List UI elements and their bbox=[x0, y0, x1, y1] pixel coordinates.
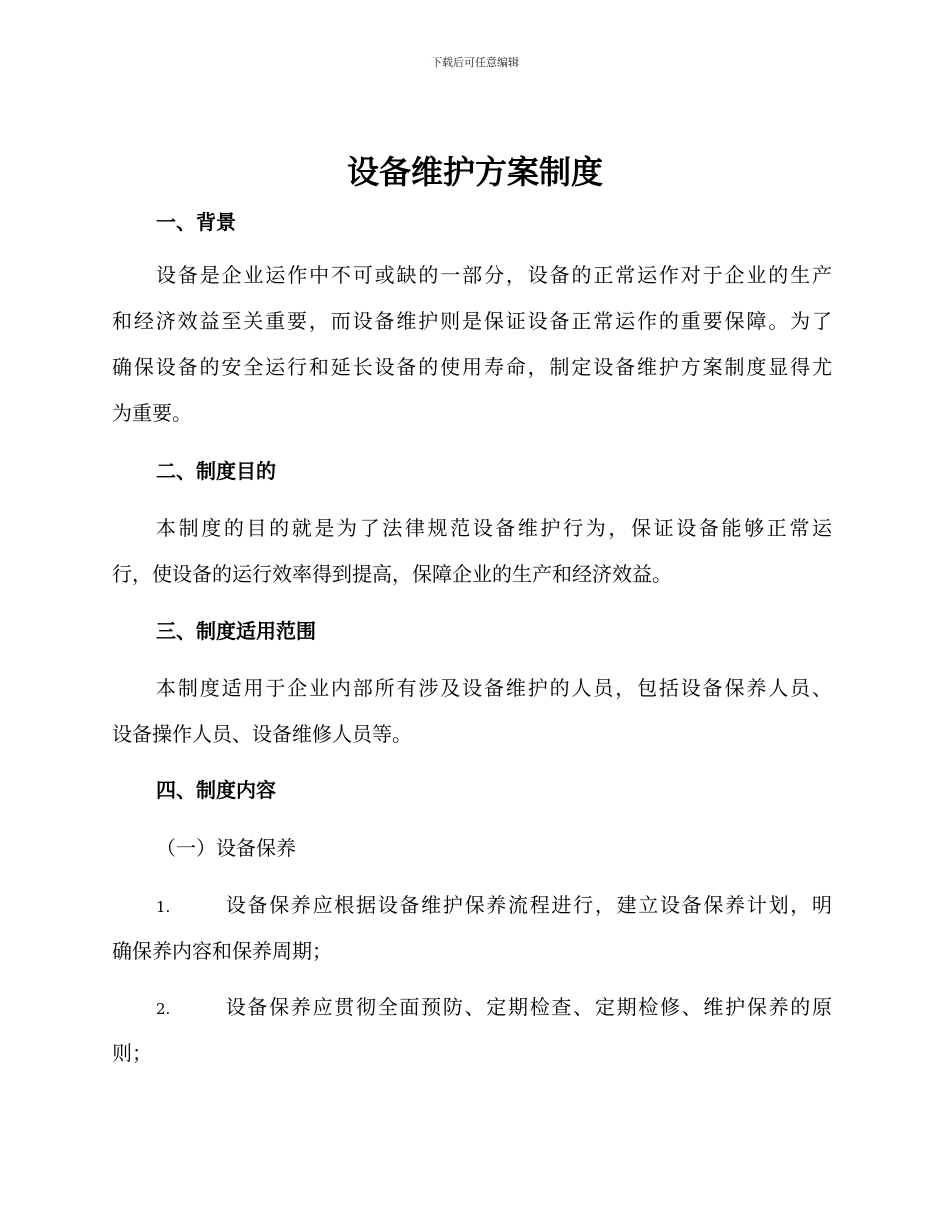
list-item-line bbox=[112, 984, 832, 1030]
paragraph-line: 和经济效益至关重要，而设备维护则是保证设备正常运作的重要保障。为了 bbox=[112, 309, 832, 333]
list-item-number: 2. bbox=[156, 1000, 171, 1018]
paragraph-line: 行，使设备的运行效率得到提高，保障企业的生产和经济效益。 bbox=[112, 562, 672, 586]
section-heading-purpose: 二、制度目的 bbox=[156, 459, 276, 483]
list-item-1 bbox=[112, 882, 832, 974]
list-item-text: 设备保养应贯彻全面预防、定期检查、定期检修、维护保养的原 bbox=[224, 995, 832, 1019]
section-body-scope bbox=[112, 665, 832, 757]
section-body-purpose bbox=[112, 505, 832, 597]
paragraph-line: 本制度的目的就是为了法律规范设备维护行为，保证设备能够正常运 bbox=[156, 516, 832, 540]
list-item-line bbox=[112, 882, 832, 928]
paragraph-line: 为重要。 bbox=[112, 401, 192, 425]
section-heading-content: 四、制度内容 bbox=[156, 778, 276, 802]
page-header-note: 下载后可任意编辑 bbox=[431, 56, 519, 69]
paragraph-line: 确保设备的安全运行和延长设备的使用寿命，制定设备维护方案制度显得尤 bbox=[112, 355, 832, 379]
paragraph-line: 设备是企业运作中不可或缺的一部分，设备的正常运作对于企业的生产 bbox=[156, 263, 832, 287]
section-heading-scope: 三、制度适用范围 bbox=[156, 619, 316, 643]
list-item-number: 1. bbox=[156, 898, 171, 916]
list-item-line: 确保养内容和保养周期； bbox=[112, 939, 332, 963]
paragraph-line: 本制度适用于企业内部所有涉及设备维护的人员，包括设备保养人员、 bbox=[156, 676, 832, 700]
list-item-text: 设备保养应根据设备维护保养流程进行，建立设备保养计划，明 bbox=[224, 893, 832, 917]
document-title: 设备维护方案制度 bbox=[346, 153, 603, 191]
section-body-background bbox=[112, 252, 832, 436]
section-heading-background: 一、背景 bbox=[156, 210, 236, 234]
subsection-heading-maintenance: （一）设备保养 bbox=[156, 836, 296, 860]
list-item-2 bbox=[112, 984, 832, 1076]
paragraph-line: 设备操作人员、设备维修人员等。 bbox=[112, 722, 412, 746]
list-item-line: 则； bbox=[112, 1041, 152, 1065]
